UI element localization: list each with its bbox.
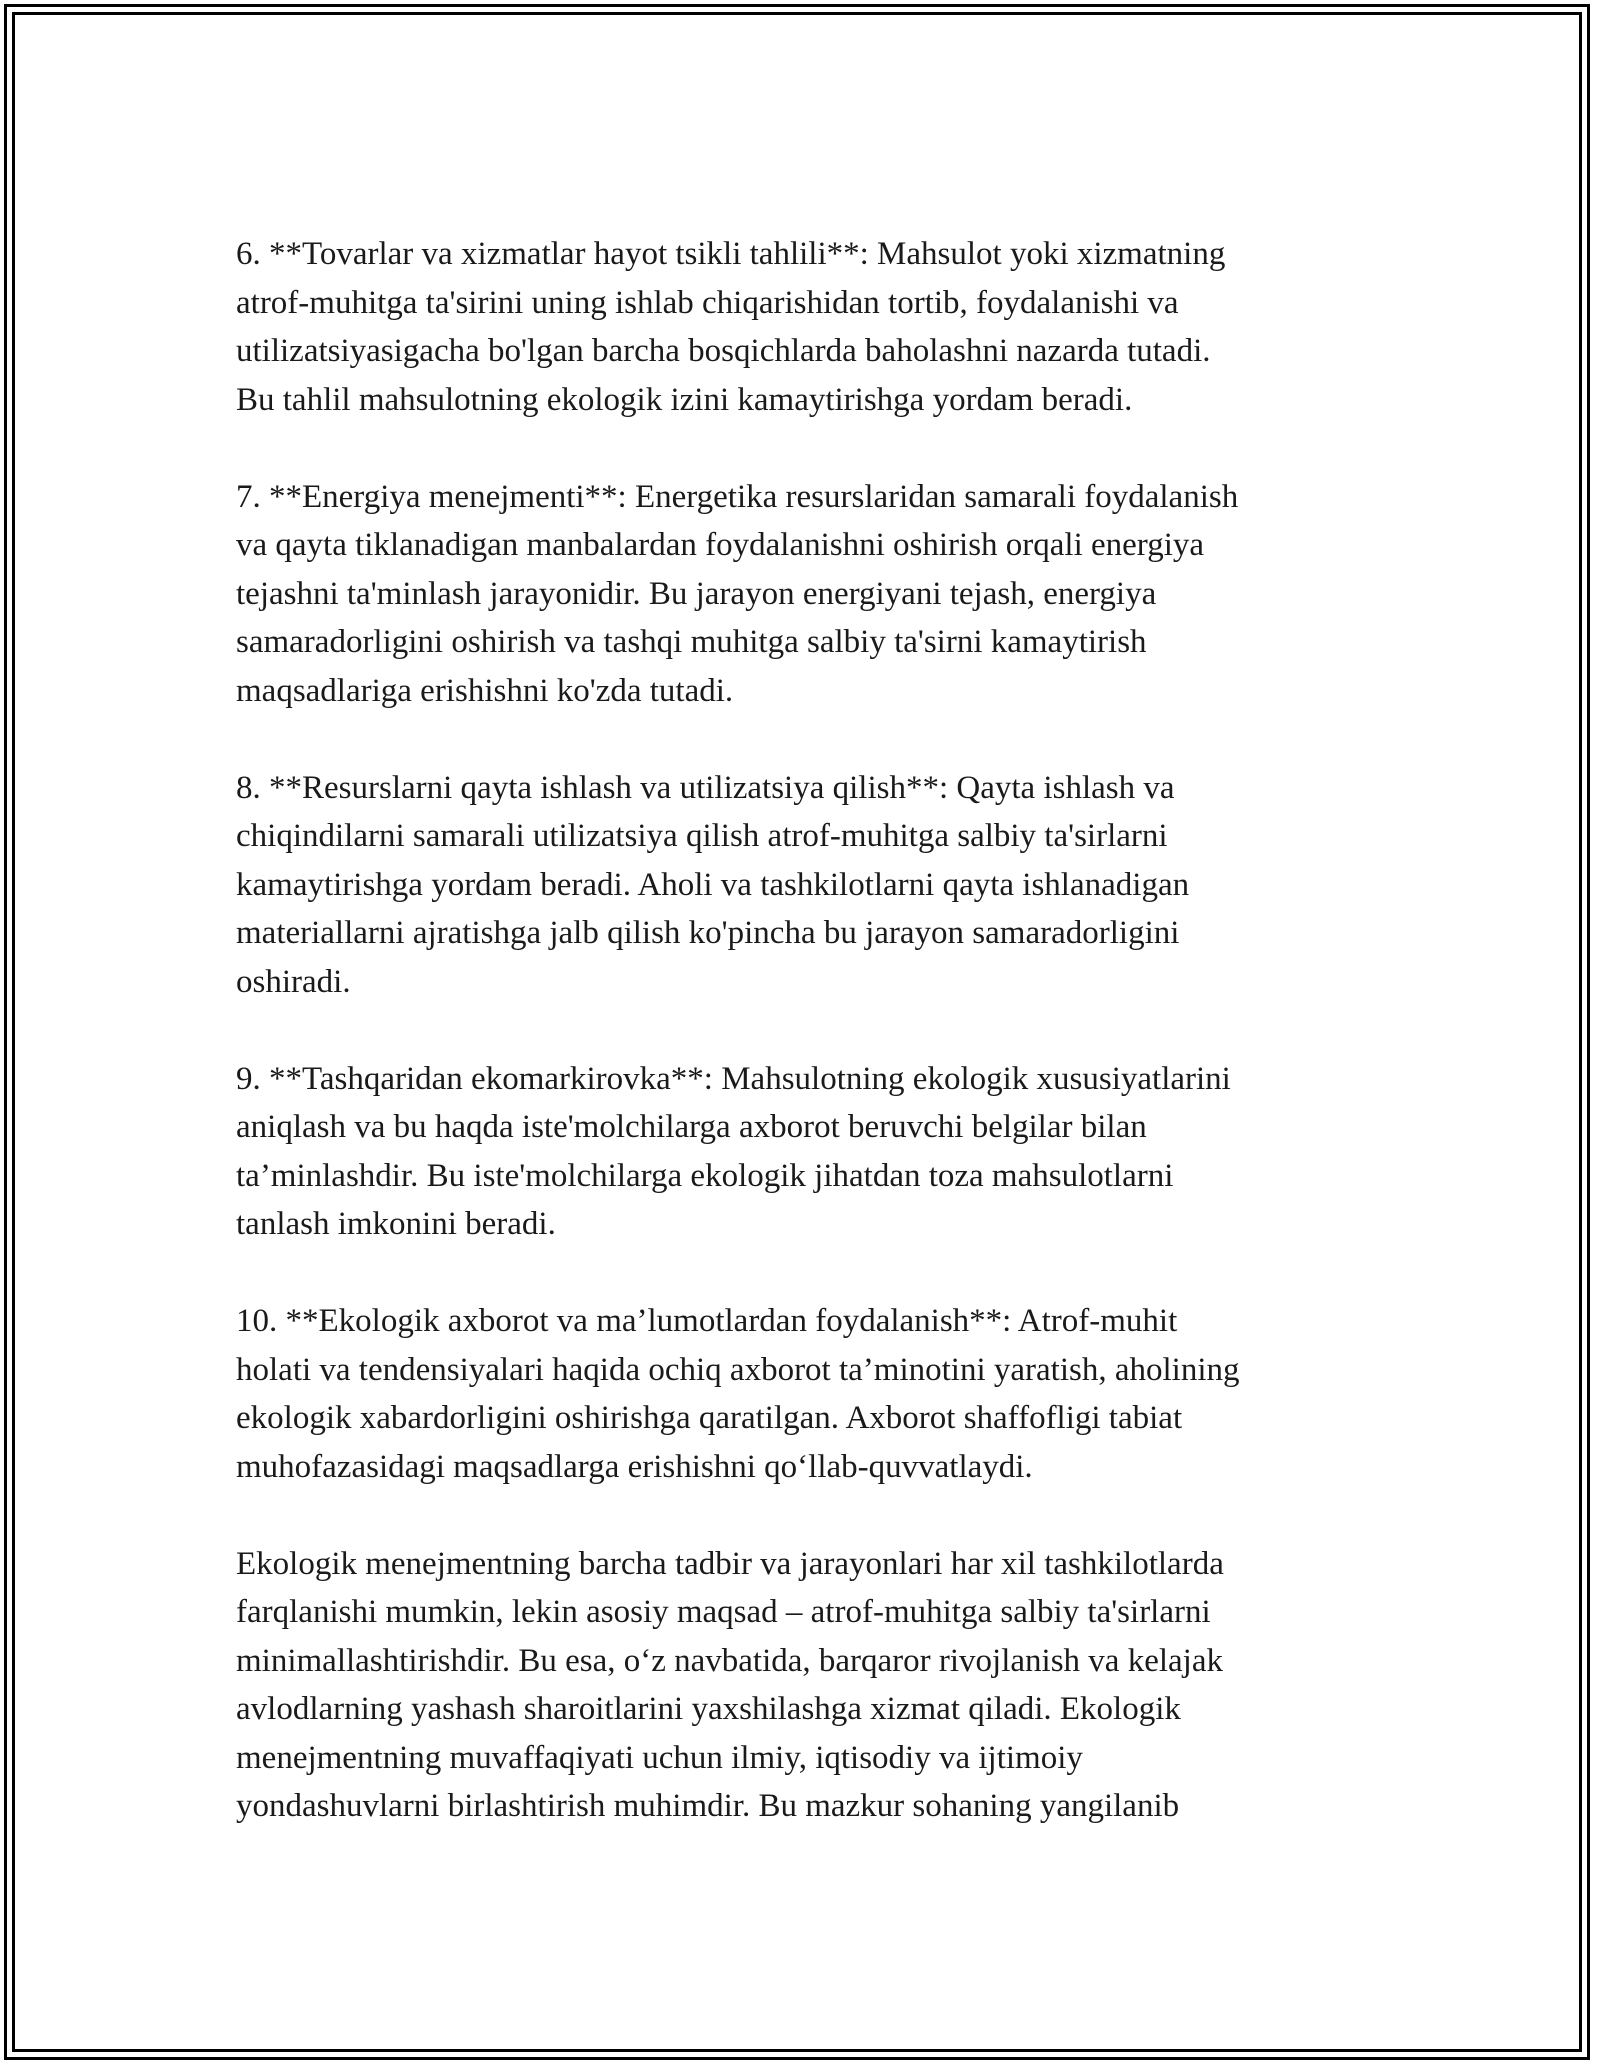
paragraph-life-cycle-analysis: 6. **Tovarlar va xizmatlar hayot tsikli tahlili**: Mahsulot yoki xizmatning atrof-muhitga ta'sirini uning ishlab chiqarishidan tortib, foydalanishi va utilizatsiyasigacha bo'lgan barcha bosqichlarda baholashni nazarda tutadi. Bu tahlil mahsulotning ekologik izini kamaytirishga yordam beradi. bbox=[236, 236, 1226, 418]
paragraph-energy-management: 7. **Energiya menejmenti**: Energetika resurslaridan samarali foydalanish va qayta tiklanadigan manbalardan foydalanishni oshirish orqali energiya tejashni ta'minlash jarayonidir. Bu jarayon energiyani tejash, energiya samaradorligini oshirish va tashqi muhitga salbiy ta'sirni kamaytirish maqsadlariga erishishni ko'zda tutadi. bbox=[236, 478, 1239, 709]
paragraph-conclusion: Ekologik menejmentning barcha tadbir va jarayonlari har xil tashkilotlarda farqlanishi mumkin, lekin asosiy maqsad – atrof-muhitga salbiy ta'sirlarni minimallashtirishdir. Bu esa, o‘z navbatida, barqaror rivojlanish va kelajak avlodlarning yashash sharoitlarini yaxshilashga xizmat qiladi. Ekologik menejmentning muvaffaqiyati uchun ilmiy, iqtisodiy va ijtimoiy yondashuvlarni birlashtirish muhimdir. Bu mazkur sohaning yangilanib bbox=[236, 1545, 1224, 1824]
paragraph-resource-recycling: 8. **Resurslarni qayta ishlash va utilizatsiya qilish**: Qayta ishlash va chiqindilarni samarali utilizatsiya qilish atrof-muhitga salbiy ta'sirlarni kamaytirishga yordam beradi. Aholi va tashkilotlarni qayta ishlanadigan materiallarni ajratishga jalb qilish ko'pincha bu jarayon samaradorligini oshiradi. bbox=[236, 769, 1190, 1000]
paragraph-eco-labeling: 9. **Tashqaridan ekomarkirovka**: Mahsulotning ekologik xususiyatlarini aniqlash va bu haqda iste'molchilarga axborot beruvchi belgilar bilan ta’minlashdir. Bu iste'molchilarga ekologik jihatdan toza mahsulotlarni tanlash imkonini beradi. bbox=[236, 1060, 1231, 1242]
paragraph-environmental-information: 10. **Ekologik axborot va ma’lumotlardan foydalanish**: Atrof-muhit holati va tendensiyalari haqida ochiq axborot ta’minotini yaratish, aholining ekologik xabardorligini oshirishga qaratilgan. Axborot shaffofligi tabiat muhofazasidagi maqsadlarga erishishni qo‘llab-quvvatlaydi. bbox=[236, 1303, 1240, 1485]
document-body bbox=[236, 230, 1376, 1879]
